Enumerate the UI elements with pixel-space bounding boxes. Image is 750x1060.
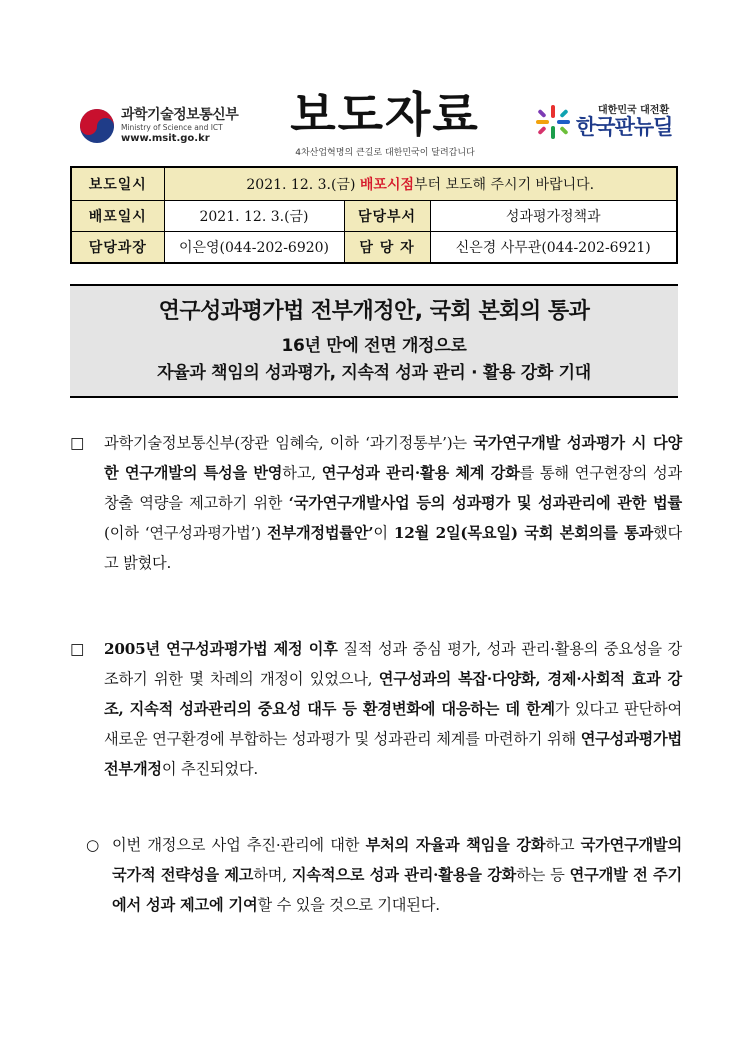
division-head-value: 이은영(044-202-6920) bbox=[164, 232, 344, 264]
body-text: 를 통해 연구현장의 성과창출 역량을 제고하기 위한 bbox=[104, 464, 682, 512]
body-text: 할 수 있을 것으로 기대된다. bbox=[257, 896, 440, 914]
page-header bbox=[0, 84, 750, 166]
sub-paragraph bbox=[82, 830, 682, 920]
emphasis-text: 국가연구개발 성과평가 시 다양한 연구개발의 특성을 반영 bbox=[104, 434, 682, 482]
emphasis-text: 연구성과의 복잡·다양화, 경제·사회적 효과 강조, 지속적 성과관리의 중요성 대두 등 환경변화에 대응하는 데 한계 bbox=[104, 670, 682, 718]
body-text: 하는 등 bbox=[516, 866, 570, 884]
emphasis-text: 전부개정법률안’ bbox=[267, 524, 374, 542]
new-deal-name: 한국판뉴딜 bbox=[576, 115, 673, 140]
paragraph-1-text bbox=[104, 434, 682, 572]
body-text: 했다고 밝혔다. bbox=[104, 524, 682, 572]
body-text: 이 bbox=[373, 524, 394, 542]
release-time-value: 2021. 12. 3.(금) 배포시점부터 보도해 주시기 바랍니다. bbox=[164, 167, 677, 201]
emphasis-text: 연구개발 전 주기에서 성과 제고에 기여 bbox=[112, 866, 682, 914]
emphasis-text: 국가연구개발의 국가적 전략성을 제고 bbox=[112, 836, 682, 884]
emphasis-text: ‘국가연구개발사업 등의 성과평가 및 성과관리에 관한 법률 bbox=[288, 494, 683, 512]
taegeuk-emblem-icon bbox=[80, 109, 114, 143]
body-text: 가 있다고 판단하여 새로운 연구환경에 부합하는 성과평가 및 성과관리 체계를 마련하기 위해 bbox=[104, 700, 682, 748]
distribution-row bbox=[71, 201, 677, 232]
department-value: 성과평가정책과 bbox=[430, 201, 677, 232]
division-head-label: 담당과장 bbox=[71, 232, 164, 264]
emphasis-text: 2005년 연구성과평가법 제정 이후 bbox=[104, 640, 338, 658]
release-info-table bbox=[70, 166, 678, 264]
press-release-title: 보도자료 bbox=[290, 88, 480, 143]
new-deal-mark-icon bbox=[536, 105, 570, 139]
release-time-label: 보도일시 bbox=[71, 167, 164, 201]
department-label: 담당부서 bbox=[344, 201, 430, 232]
ministry-name: 과학기술정보통신부 bbox=[121, 106, 239, 123]
emphasis-text: 연구성과평가법 전부개정 bbox=[104, 730, 682, 778]
emphasis-text: 연구성과 관리·활용 체계 강화 bbox=[321, 464, 520, 482]
press-title-block bbox=[240, 84, 530, 158]
korean-new-deal-logo bbox=[536, 100, 672, 144]
paragraph-2-text bbox=[104, 640, 682, 778]
headline-subtitle-2: 자율과 책임의 성과평가, 지속적 성과 관리 · 활용 강화 기대 bbox=[157, 363, 591, 383]
body-text: 하고, bbox=[282, 464, 322, 482]
body-text: 하며, bbox=[253, 866, 292, 884]
square-bullet-icon: □ bbox=[70, 640, 85, 658]
body-text: 이번 개정으로 사업 추진·관리에 대한 bbox=[112, 836, 366, 854]
body-text: 하고 bbox=[545, 836, 581, 854]
contact-row bbox=[71, 232, 677, 264]
sub-paragraph-text bbox=[112, 836, 682, 914]
square-bullet-icon: □ bbox=[70, 434, 85, 452]
emphasis-text: 12월 2일(목요일) 국회 본회의를 통과 bbox=[393, 524, 654, 542]
headline-subtitle-1: 16년 만에 전면 개정으로 bbox=[281, 336, 467, 356]
body-text: (이하 ‘연구성과평가법’) bbox=[104, 524, 267, 542]
ministry-english-name: Ministry of Science and ICT bbox=[121, 123, 223, 133]
ministry-url[interactable]: www.msit.go.kr bbox=[121, 133, 210, 145]
release-time-emphasis: 배포시점 bbox=[359, 177, 414, 193]
staff-label: 담 당 자 bbox=[344, 232, 430, 264]
body-text: 이 추진되었다. bbox=[161, 760, 258, 778]
emphasis-text: 지속적으로 성과 관리·활용을 강화 bbox=[291, 866, 517, 884]
new-deal-tagline: 대한민국 대전환 bbox=[598, 104, 670, 116]
ministry-logo[interactable] bbox=[80, 98, 238, 154]
paragraph-2 bbox=[70, 634, 682, 784]
release-time-row bbox=[71, 167, 677, 201]
press-slogan: 4차산업혁명의 큰길로 대한민국이 달려갑니다 bbox=[295, 148, 475, 158]
headline-title: 연구성과평가법 전부개정안, 국회 본회의 통과 bbox=[158, 299, 590, 324]
headline-box bbox=[70, 284, 678, 398]
distribution-label: 배포일시 bbox=[71, 201, 164, 232]
paragraph-1 bbox=[70, 428, 682, 578]
staff-value: 신은경 사무관(044-202-6921) bbox=[430, 232, 677, 264]
distribution-value: 2021. 12. 3.(금) bbox=[164, 201, 344, 232]
body-text: 과학기술정보통신부(장관 임혜숙, 이하 ‘과기정통부’)는 bbox=[104, 434, 474, 452]
body-text: 질적 성과 중심 평가, 성과 관리·활용의 중요성을 강조하기 위한 몇 차례의 개정이 있었으나, bbox=[104, 640, 682, 688]
circle-bullet-icon: ○ bbox=[86, 836, 100, 854]
emphasis-text: 부처의 자율과 책임을 강화 bbox=[365, 836, 546, 854]
